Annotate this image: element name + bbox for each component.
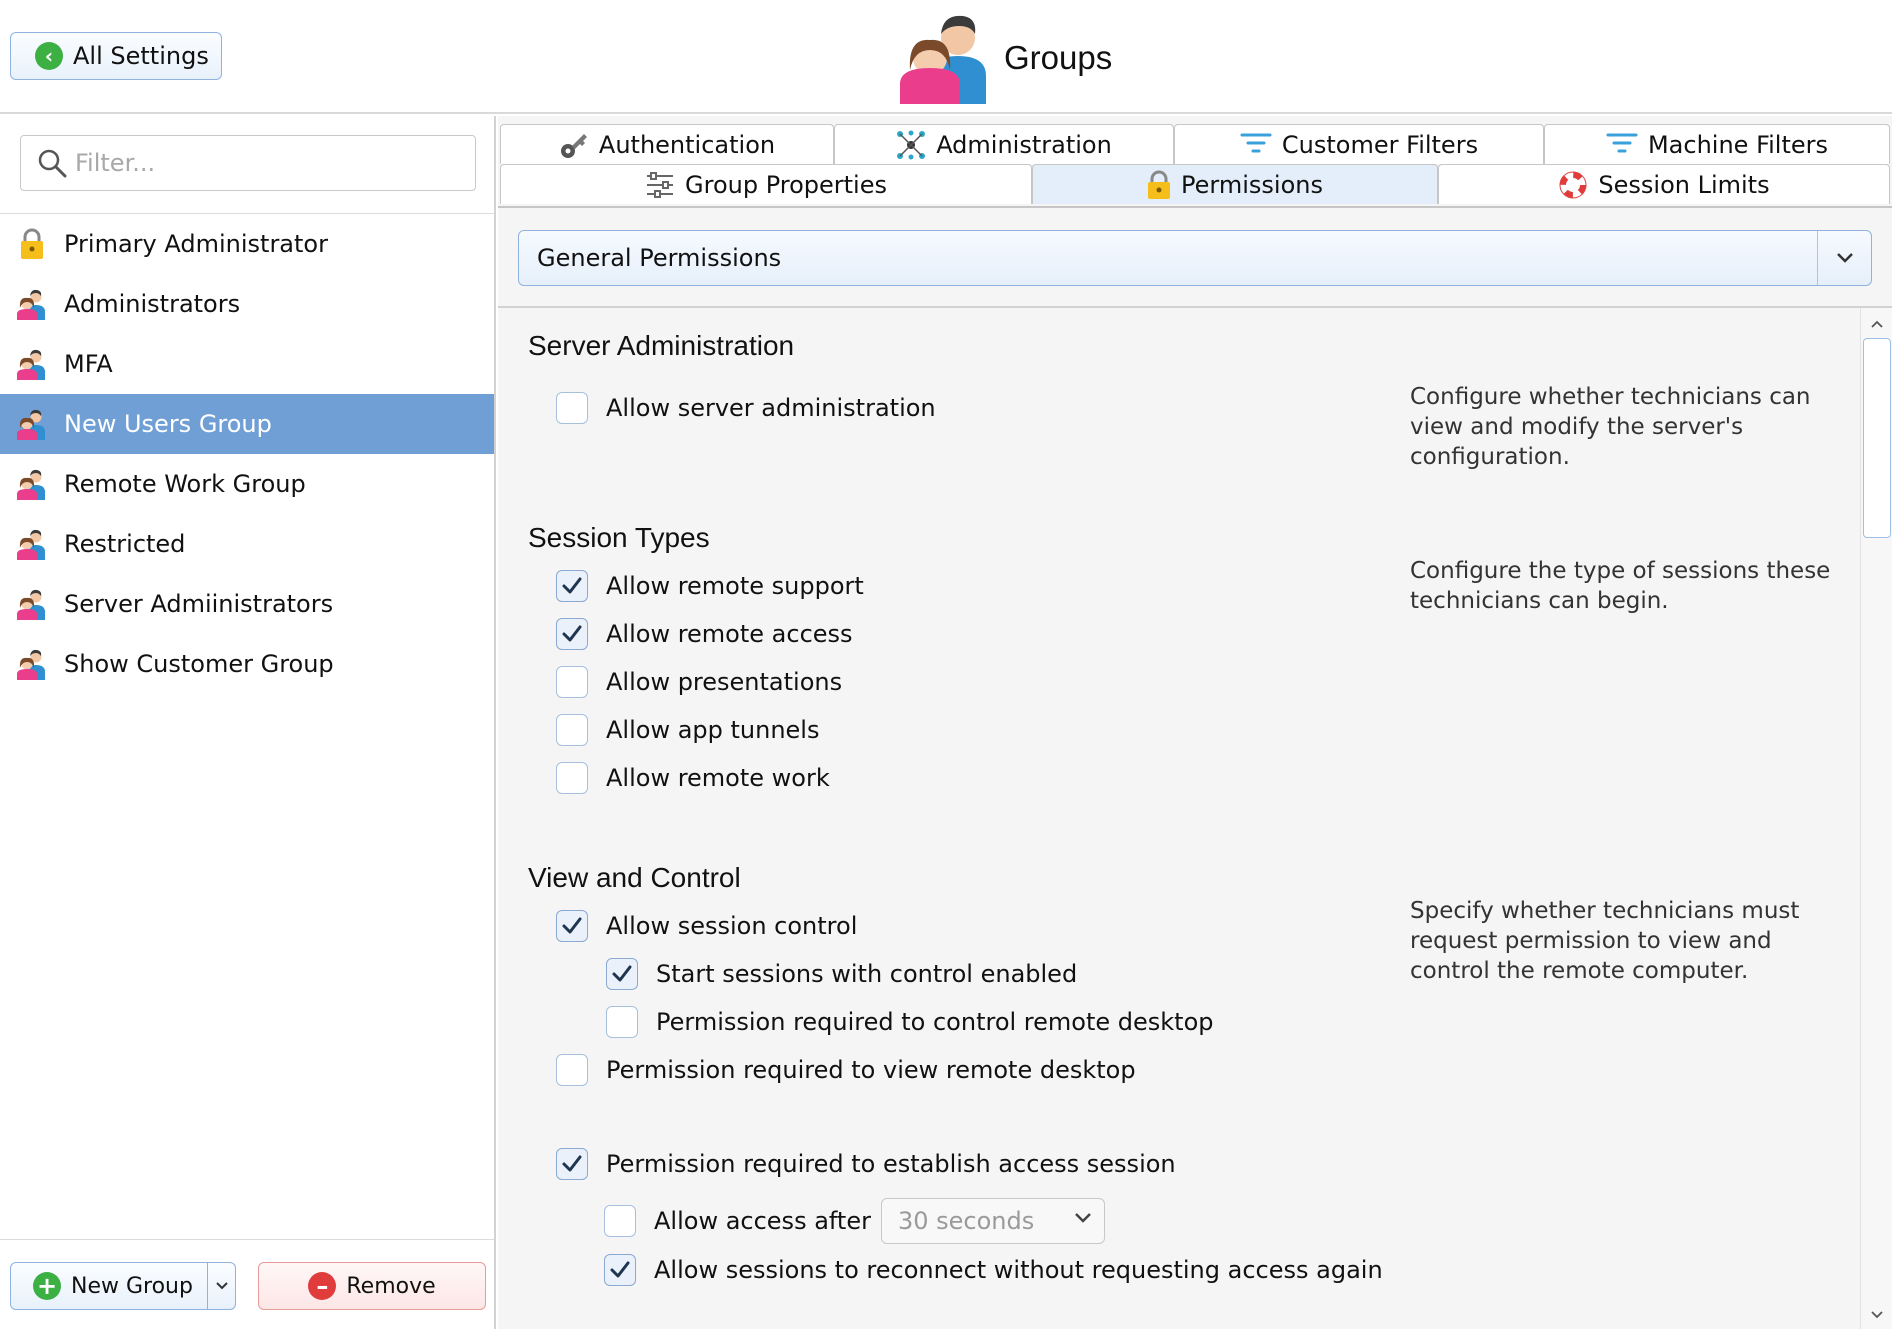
checkmark-icon xyxy=(609,1260,631,1280)
checkbox-checked[interactable] xyxy=(556,618,588,650)
group-icon xyxy=(16,348,48,380)
checkbox-label: Allow remote support xyxy=(606,572,864,600)
tab-row-bottom xyxy=(500,164,1890,204)
group-item-label: Administrators xyxy=(64,290,241,318)
tab-session-limits[interactable] xyxy=(1438,164,1890,204)
scroll-down-arrow[interactable] xyxy=(1861,1303,1892,1327)
checkbox-label: Permission required to control remote desktop xyxy=(656,1008,1214,1036)
checkmark-icon xyxy=(561,1154,583,1174)
checkbox-allow-access-after[interactable] xyxy=(604,1198,1105,1244)
group-details xyxy=(498,116,1892,1329)
section-desc-session-types: Configure the type of sessions these technicians can begin. xyxy=(1410,558,1831,614)
tab-authentication[interactable] xyxy=(500,124,834,164)
group-icon xyxy=(16,528,48,560)
checkbox-label: Start sessions with control enabled xyxy=(656,960,1078,988)
tab-machine-filters[interactable] xyxy=(1544,124,1890,164)
tab-divider xyxy=(498,206,1892,208)
section-desc-view-and-control: Specify whether technicians must request permission to view and control the remote computer. xyxy=(1410,898,1800,984)
remove-label: Remove xyxy=(346,1273,436,1299)
group-item-label: Remote Work Group xyxy=(64,470,306,498)
group-item[interactable] xyxy=(0,514,494,574)
checkbox-label: Allow remote work xyxy=(606,764,830,792)
checkbox-checked[interactable] xyxy=(556,1148,588,1180)
group-icon xyxy=(16,648,48,680)
group-item-label: MFA xyxy=(64,350,113,378)
filter-box[interactable] xyxy=(20,135,476,191)
section-desc-server-administration: Configure whether technicians can view and modify the server's configuration. xyxy=(1410,384,1811,470)
new-group-label: New Group xyxy=(71,1273,193,1299)
checkbox-unchecked[interactable] xyxy=(606,1006,638,1038)
checkbox-label: Allow access after xyxy=(654,1207,871,1235)
checkmark-icon xyxy=(561,576,583,596)
section-title-server-administration: Server Administration xyxy=(528,330,795,361)
group-item-label: Show Customer Group xyxy=(64,650,334,678)
tab-group-properties[interactable] xyxy=(500,164,1032,204)
group-item-label: Restricted xyxy=(64,530,186,558)
lock-icon xyxy=(16,228,48,260)
tab-authentication-label: Authentication xyxy=(598,130,776,159)
checkbox-permission-control-desktop[interactable] xyxy=(606,1006,1214,1038)
group-item-label: Server Admiinistrators xyxy=(64,590,334,618)
group-item[interactable] xyxy=(0,454,494,514)
checkbox-allow-reconnect[interactable] xyxy=(604,1254,1383,1286)
group-icon xyxy=(16,288,48,320)
filter-input[interactable] xyxy=(75,149,455,177)
group-list xyxy=(0,214,494,694)
checkmark-icon xyxy=(561,916,583,936)
checkbox-checked[interactable] xyxy=(606,958,638,990)
key-icon xyxy=(559,130,589,160)
group-item[interactable] xyxy=(0,334,494,394)
filter-icon xyxy=(1606,131,1638,159)
scroll-up-arrow[interactable] xyxy=(1861,312,1892,336)
lock-icon xyxy=(1147,170,1171,200)
checkbox-unchecked[interactable] xyxy=(604,1205,636,1237)
checkbox-checked[interactable] xyxy=(556,570,588,602)
tab-machine-filters-label: Machine Filters xyxy=(1647,130,1829,159)
checkmark-icon xyxy=(561,624,583,644)
new-group-main[interactable] xyxy=(11,1263,207,1309)
permissions-content xyxy=(498,308,1860,1329)
checkbox-label: Allow presentations xyxy=(606,668,843,696)
tab-row-top xyxy=(500,124,1890,164)
minus-icon: – xyxy=(308,1272,336,1300)
page-title: Groups xyxy=(1004,38,1113,76)
checkbox-allow-server-administration[interactable] xyxy=(556,392,936,424)
dropdown-caret[interactable] xyxy=(1817,231,1871,285)
chevron-down-icon xyxy=(1836,252,1854,264)
network-icon xyxy=(896,130,926,160)
checkbox-allow-presentations[interactable] xyxy=(556,666,842,698)
page-heading xyxy=(900,10,1112,105)
tab-permissions-label: Permissions xyxy=(1181,170,1323,199)
plus-icon: + xyxy=(33,1272,61,1300)
checkbox-allow-remote-access[interactable] xyxy=(556,618,853,650)
checkbox-allow-session-control[interactable] xyxy=(556,910,857,942)
access-after-select[interactable] xyxy=(881,1198,1105,1244)
vertical-scrollbar[interactable] xyxy=(1860,308,1892,1329)
tab-permissions[interactable] xyxy=(1032,164,1438,204)
checkbox-label: Allow sessions to reconnect without requesting access again xyxy=(654,1256,1383,1284)
scroll-thumb[interactable] xyxy=(1863,338,1891,538)
filter-icon xyxy=(1240,131,1272,159)
chevron-down-icon xyxy=(1870,1310,1884,1320)
tab-customer-filters-label: Customer Filters xyxy=(1281,130,1479,159)
checkbox-label: Permission required to view remote desktop xyxy=(606,1056,1136,1084)
checkbox-unchecked[interactable] xyxy=(556,392,588,424)
lifebuoy-icon xyxy=(1558,170,1588,200)
sliders-icon xyxy=(645,171,675,199)
search-icon xyxy=(37,148,67,178)
access-after-value: 30 seconds xyxy=(897,1207,1035,1235)
group-item[interactable] xyxy=(0,274,494,334)
checkbox-allow-remote-support[interactable] xyxy=(556,570,864,602)
checkbox-label: Allow server administration xyxy=(606,394,936,422)
checkbox-label: Allow app tunnels xyxy=(606,716,820,744)
checkbox-label: Permission required to establish access session xyxy=(606,1150,1176,1178)
back-arrow-icon: ‹ xyxy=(35,42,63,70)
chevron-down-icon xyxy=(215,1281,229,1291)
group-item[interactable] xyxy=(0,214,494,274)
checkbox-unchecked[interactable] xyxy=(556,666,588,698)
group-icon xyxy=(16,588,48,620)
group-sidebar xyxy=(0,116,496,1329)
header xyxy=(0,0,1892,114)
tab-group-properties-label: Group Properties xyxy=(685,170,887,199)
group-icon xyxy=(16,468,48,500)
remove-button[interactable] xyxy=(258,1262,486,1310)
new-group-dropdown[interactable] xyxy=(207,1263,235,1309)
all-settings-button[interactable] xyxy=(10,32,222,80)
checkmark-icon xyxy=(611,964,633,984)
all-settings-label: All Settings xyxy=(73,42,209,70)
group-item[interactable] xyxy=(0,394,494,454)
checkbox-allow-app-tunnels[interactable] xyxy=(556,714,819,746)
checkbox-permission-establish-access[interactable] xyxy=(556,1148,1176,1180)
chevron-up-icon xyxy=(1870,319,1884,329)
sidebar-actions xyxy=(0,1239,494,1329)
group-item-label: Primary Administrator xyxy=(64,230,328,258)
tab-administration-label: Administration xyxy=(936,130,1112,159)
checkbox-permission-view-desktop[interactable] xyxy=(556,1054,1136,1086)
group-item[interactable] xyxy=(0,634,494,694)
checkbox-checked[interactable] xyxy=(604,1254,636,1286)
checkbox-checked[interactable] xyxy=(556,910,588,942)
groups-icon xyxy=(900,12,990,104)
chevron-down-icon xyxy=(1074,1211,1092,1225)
group-item-label: New Users Group xyxy=(64,410,272,438)
permission-category-value: General Permissions xyxy=(537,244,782,272)
tab-administration[interactable] xyxy=(834,124,1174,164)
checkbox-unchecked[interactable] xyxy=(556,1054,588,1086)
checkbox-allow-remote-work[interactable] xyxy=(556,762,830,794)
checkbox-start-with-control[interactable] xyxy=(606,958,1077,990)
filter-area xyxy=(0,116,494,214)
section-title-view-and-control: View and Control xyxy=(528,862,741,893)
group-icon xyxy=(16,408,48,440)
checkbox-label: Allow session control xyxy=(606,912,858,940)
checkbox-unchecked[interactable] xyxy=(556,762,588,794)
checkbox-unchecked[interactable] xyxy=(556,714,588,746)
tab-customer-filters[interactable] xyxy=(1174,124,1544,164)
permission-category-select[interactable] xyxy=(518,230,1872,286)
tab-session-limits-label: Session Limits xyxy=(1598,170,1770,199)
group-item[interactable] xyxy=(0,574,494,634)
checkbox-label: Allow remote access xyxy=(606,620,853,648)
section-title-session-types: Session Types xyxy=(528,522,710,553)
new-group-button[interactable] xyxy=(10,1262,236,1310)
